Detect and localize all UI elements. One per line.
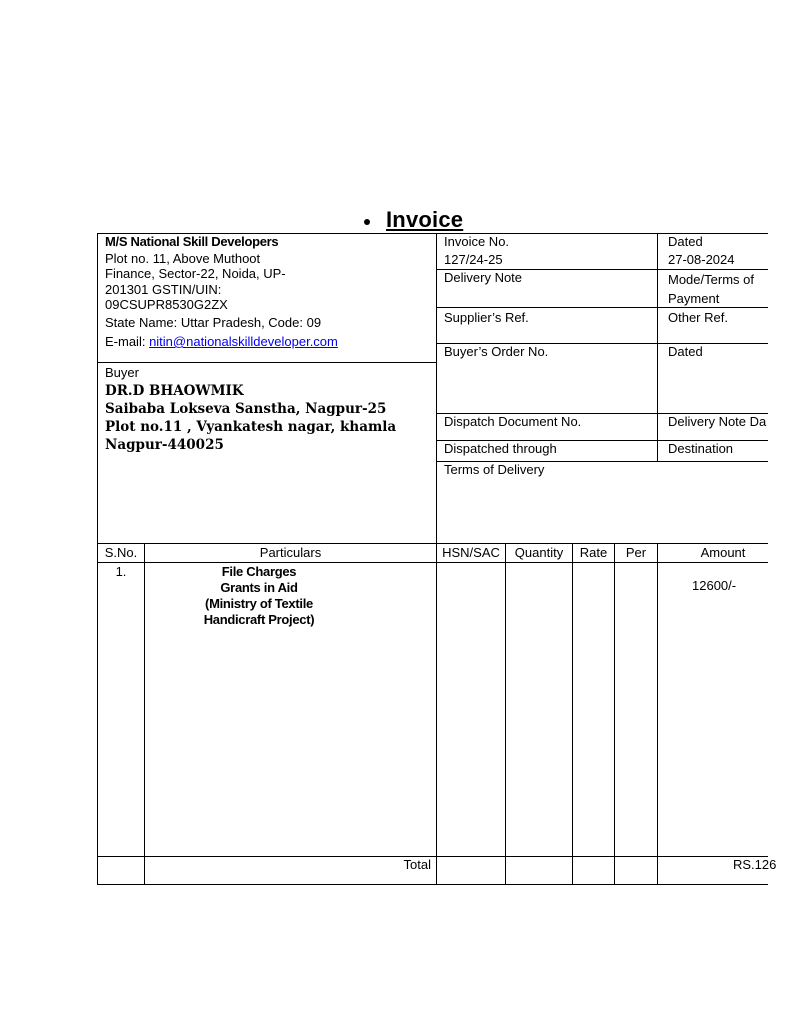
seller-state: State Name: Uttar Pradesh, Code: 09 [105, 315, 322, 330]
grid-line [505, 543, 506, 885]
buyer-address-line: Plot no.11 , Vyankatesh nagar, khamla [105, 419, 397, 435]
grid-line [97, 543, 768, 544]
column-header-rate: Rate [579, 545, 608, 560]
mode-terms-label: Mode/Terms of [668, 272, 754, 287]
seller-address-line: 201301 GSTIN/UIN: [105, 282, 222, 297]
terms-delivery-label: Terms of Delivery [444, 462, 545, 477]
delivery-note-date-label: Delivery Note Da [668, 414, 767, 429]
email-label: E-mail: [105, 334, 150, 349]
email-link[interactable]: nitin@nationalskilldeveloper.com [149, 334, 338, 349]
invoice-no-value: 127/24-25 [444, 252, 503, 267]
column-header-quantity: Quantity [514, 545, 564, 560]
grid-line [572, 543, 573, 885]
particulars-line: File Charges [221, 564, 297, 579]
seller-gstin: 09CSUPR8530G2ZX [105, 297, 228, 312]
particulars-line: Handicraft Project) [203, 612, 315, 627]
column-header-sno: S.No. [104, 545, 138, 560]
grid-line [97, 362, 437, 363]
mode-terms-label: Payment [668, 291, 720, 306]
grid-line [657, 543, 658, 885]
dispatched-through-label: Dispatched through [444, 441, 557, 456]
particulars-line: (Ministry of Textile [205, 596, 313, 611]
supplier-ref-label: Supplier’s Ref. [444, 310, 529, 325]
dated-value: 27-08-2024 [668, 252, 735, 267]
invoice-title-block [364, 206, 463, 234]
seller-name: M/S National Skill Developers [105, 234, 279, 249]
column-header-particulars: Particulars [259, 545, 322, 560]
row-sno: 1. [115, 564, 127, 579]
total-label: Total [403, 857, 431, 872]
page-title: Invoice [386, 207, 464, 232]
seller-address-line: Plot no. 11, Above Muthoot [105, 251, 261, 266]
row-amount: 12600/- [692, 578, 737, 593]
buyer-name: DR.D BHAOWMIK [105, 383, 244, 399]
grid-line [437, 307, 768, 308]
invoice-no-label: Invoice No. [444, 234, 510, 249]
column-header-hsn: HSN/SAC [442, 545, 500, 560]
grid-line [97, 884, 768, 885]
grid-line [657, 233, 658, 462]
destination-label: Destination [668, 441, 734, 456]
buyer-label: Buyer [105, 365, 139, 380]
buyer-order-label: Buyer’s Order No. [444, 344, 549, 359]
total-amount: RS.126 [733, 857, 777, 872]
dated-label: Dated [668, 234, 703, 249]
buyer-address-line: Saibaba Lokseva Sanstha, Nagpur-25 [105, 401, 387, 417]
column-header-per: Per [625, 545, 647, 560]
column-header-amount: Amount [700, 545, 746, 560]
delivery-note-label: Delivery Note [444, 270, 523, 285]
dispatch-doc-label: Dispatch Document No. [444, 414, 582, 429]
buyer-address-line: Nagpur-440025 [105, 437, 224, 453]
other-ref-label: Other Ref. [668, 310, 728, 325]
grid-line [97, 562, 768, 563]
bullet-icon [364, 219, 370, 225]
dated-label: Dated [668, 344, 703, 359]
grid-line [614, 543, 615, 885]
seller-email-row [105, 334, 338, 350]
seller-address-line: Finance, Sector-22, Noida, UP- [105, 266, 286, 281]
particulars-line: Grants in Aid [220, 580, 298, 595]
